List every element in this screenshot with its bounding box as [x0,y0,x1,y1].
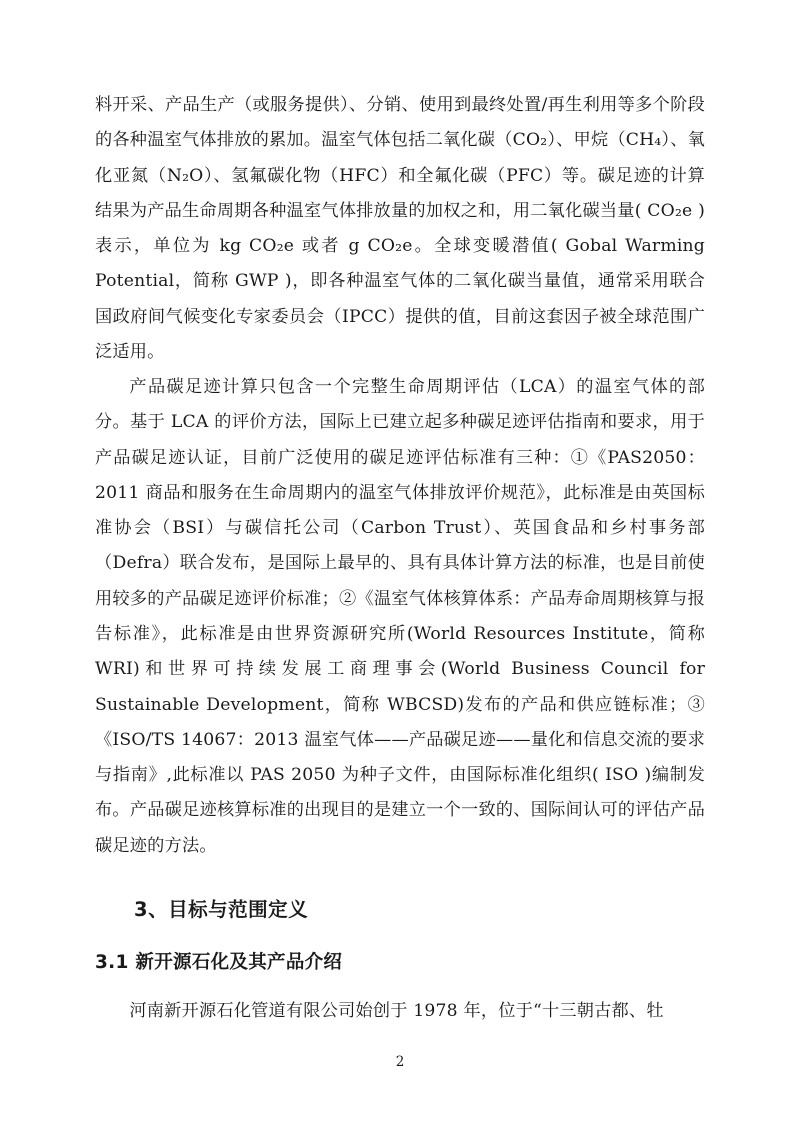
section-heading-3: 3、目标与范围定义 [134,897,309,921]
document-body [95,88,705,1029]
paragraph-3: 河南新开源石化管道有限公司始创于 1978 年，位于“十三朝古都、牡 [129,1000,664,1021]
section-heading-3-1: 3.1 新开源石化及其产品介绍 [95,951,343,973]
paragraph-1: 料开采、产品生产（或服务提供）、分销、使用到最终处置/再生利用等多个阶段的各种温室气体排放的累加。温室气体包括二氧化碳（CO₂）、甲烷（CH₄）、氧化亚氮（N₂O）、氢氟碳化物（HFC）和全氟化碳（PFC）等。碳足迹的计算结果为产品生命周期各种温室气体排放量的加权之和，用二氧化碳当量( CO₂e )表示，单位为 kg CO₂e 或者 g CO₂e。全球变暖潜值( Gobal Warming Potential，简称 GWP )，即各种温室气体的二氧化碳当量值，通常采用联合国政府间气候变化专家委员会（IPCC）提供的值，目前这套因子被全球范围广泛适用。 [95,95,705,362]
paragraph-2: 产品碳足迹计算只包含一个完整生命周期评估（LCA）的温室气体的部分。基于 LCA 的评价方法，国际上已建立起多种碳足迹评估指南和要求，用于产品碳足迹认证，目前广泛使用的碳足迹评估标准有三种：①《PAS2050：2011 商品和服务在生命周期内的温室气体排放评价规范》，此标准是由英国标准协会（BSI）与碳信托公司（Carbon Trust）、英国食品和乡村事务部（Defra）联合发布，是国际上最早的、具有具体计算方法的标准，也是目前使用较多的产品碳足迹评价标准；②《温室气体核算体系：产品寿命周期核算与报告标准》，此标准是由世界资源研究所(World Resources Institute，简称 WRI)和世界可持续发展工商理事会(World Business Council for Sustainable Development，简称 WBCSD)发布的产品和供应链标准；③《ISO/TS 14067：2013 温室气体——产品碳足迹——量化和信息交流的要求与指南》,此标准以 PAS 2050 为种子文件，由国际标准化组织( ISO )编制发布。产品碳足迹核算标准的出现目的是建立一个一致的、国际间认可的评估产品碳足迹的方法。 [95,377,705,856]
page-number: 2 [395,1054,405,1070]
